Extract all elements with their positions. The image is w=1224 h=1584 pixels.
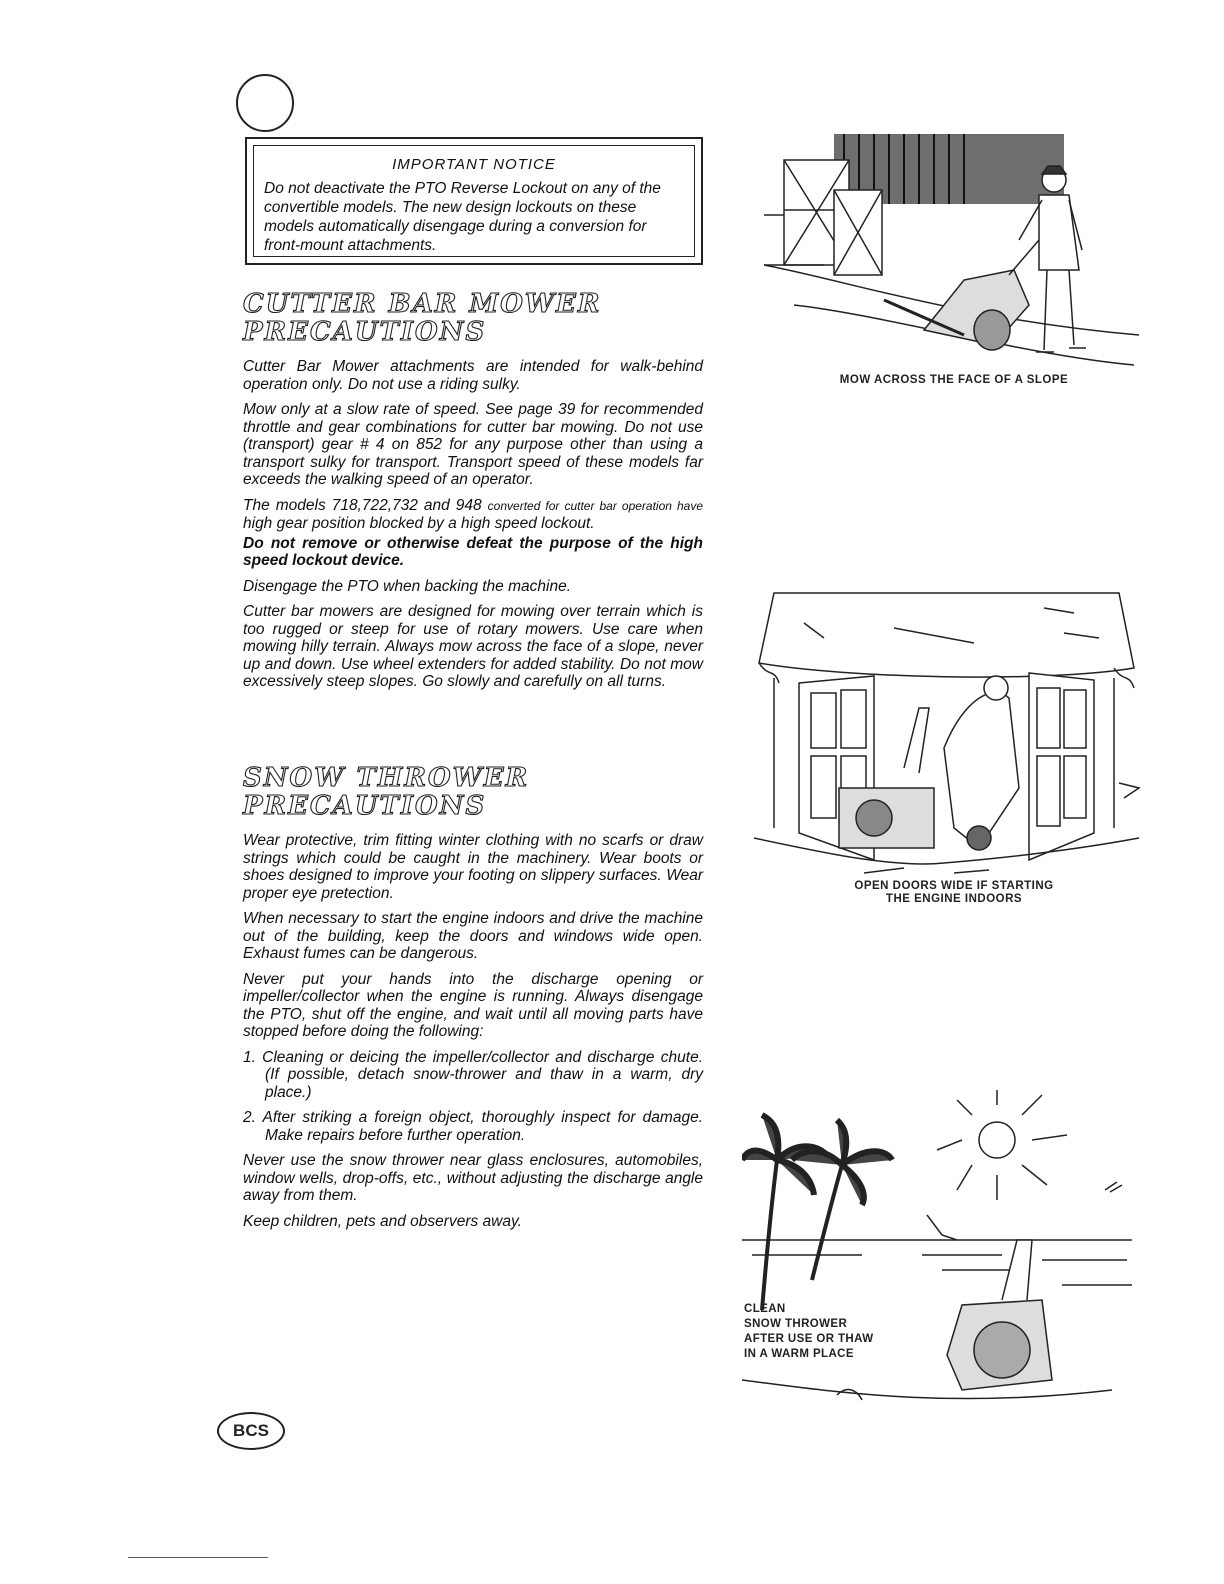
snow-item-1: 1. Cleaning or deicing the impeller/collector and discharge chute. (If possible, detach snow-thrower and thaw in a warm, dry place.) (243, 1048, 703, 1101)
fig3-caption-line2: SNOW THROWER (744, 1318, 848, 1330)
important-notice-box (245, 137, 703, 265)
notice-title: IMPORTANT NOTICE (392, 156, 556, 173)
fig2-caption (764, 880, 1144, 906)
cutter-bar-p5: Cutter bar mowers are designed for mowing over terrain which is too rugged or steep for use of rotary mowers. Use care when mowing hilly terrain. Always mow across the face of a slope, never up and down. Use wheel extenders for added stability. Do not mow excessively steep slopes. Go slowly and carefully on all turns. (243, 603, 703, 690)
bcs-logo: BCS (217, 1412, 285, 1450)
open-doors-illustration (744, 588, 1144, 878)
cutter-bar-warning: Do not remove or otherwise defeat the purpose of the high speed lockout device. (243, 534, 703, 569)
fig3-caption-line3: AFTER USE OR THAW (744, 1333, 874, 1345)
bottom-rule (128, 1557, 268, 1558)
notice-body: Do not deactivate the PTO Reverse Lockout on any of the convertible models. The new design lockouts on these models automatically disengage during a conversion for front-mount attachments. (264, 180, 661, 254)
cutter-bar-heading-line2: PRECAUTIONS (243, 317, 487, 347)
page-marker-circle (236, 74, 294, 132)
cutter-bar-p3-rest: high gear position blocked by a high speed lockout. (243, 515, 595, 532)
cutter-bar-p3-small: converted for cutter bar operation have (487, 498, 703, 513)
cutter-bar-section (243, 290, 703, 699)
beach-thaw-illustration (742, 1090, 1132, 1410)
fig1-caption: MOW ACROSS THE FACE OF A SLOPE (839, 374, 1069, 386)
snow-p1: Wear protective, trim fitting winter clothing with no scarfs or draw strings which could be caught in the machinery. Wear boots or shoes designed to improve your footing on slippery surfaces. Wear proper eye pretection. (243, 832, 703, 902)
snow-thrower-section (243, 764, 703, 1238)
cutter-bar-p4: Disengage the PTO when backing the machine. (243, 577, 571, 595)
fig3-caption (744, 1302, 873, 1362)
snow-p4: Never use the snow thrower near glass enclosures, automobiles, window wells, drop-offs, etc., without adjusting the discharge angle away from them. (243, 1152, 703, 1204)
fig3-caption-line1: CLEAN (744, 1303, 786, 1315)
cutter-bar-p3-lead: The models 718,722,732 and 948 (243, 496, 482, 514)
fig2-caption-line1: OPEN DOORS WIDE IF STARTING (854, 880, 1054, 892)
fig2-caption-line2: THE ENGINE INDOORS (885, 893, 1023, 905)
mow-slope-illustration (764, 130, 1144, 370)
snow-item-2: 2. After striking a foreign object, thoroughly inspect for damage. Make repairs before further operation. (243, 1109, 703, 1144)
snow-thrower-heading: SNOW THROWER PRECAUTIONS (243, 763, 530, 821)
cutter-bar-p2: Mow only at a slow rate of speed. See page 39 for recommended throttle and gear combinations for cutter bar mowing. Do not use (transport) gear # 4 on 852 for any purpose other than using a transport sulky for transport. Transport speed of these models far exceeds the walking speed of an operator. (243, 401, 703, 488)
snow-p5: Keep children, pets and observers away. (243, 1212, 522, 1230)
snow-p3: Never put your hands into the discharge opening or impeller/collector when the engine is running. Always disengage the PTO, shut off the engine, and wait until all moving parts have stopped before doing the following: (243, 970, 703, 1040)
cutter-bar-p1: Cutter Bar Mower attachments are intended for walk-behind operation only. Do not use a riding sulky. (243, 358, 703, 393)
cutter-bar-p3 (243, 497, 703, 533)
cutter-bar-heading-line1: CUTTER BAR MOWER (243, 289, 602, 319)
snow-p2: When necessary to start the engine indoors and drive the machine out of the building, keep the doors and windows wide open. Exhaust fumes can be dangerous. (243, 910, 703, 962)
fig3-caption-line4: IN A WARM PLACE (744, 1348, 854, 1360)
